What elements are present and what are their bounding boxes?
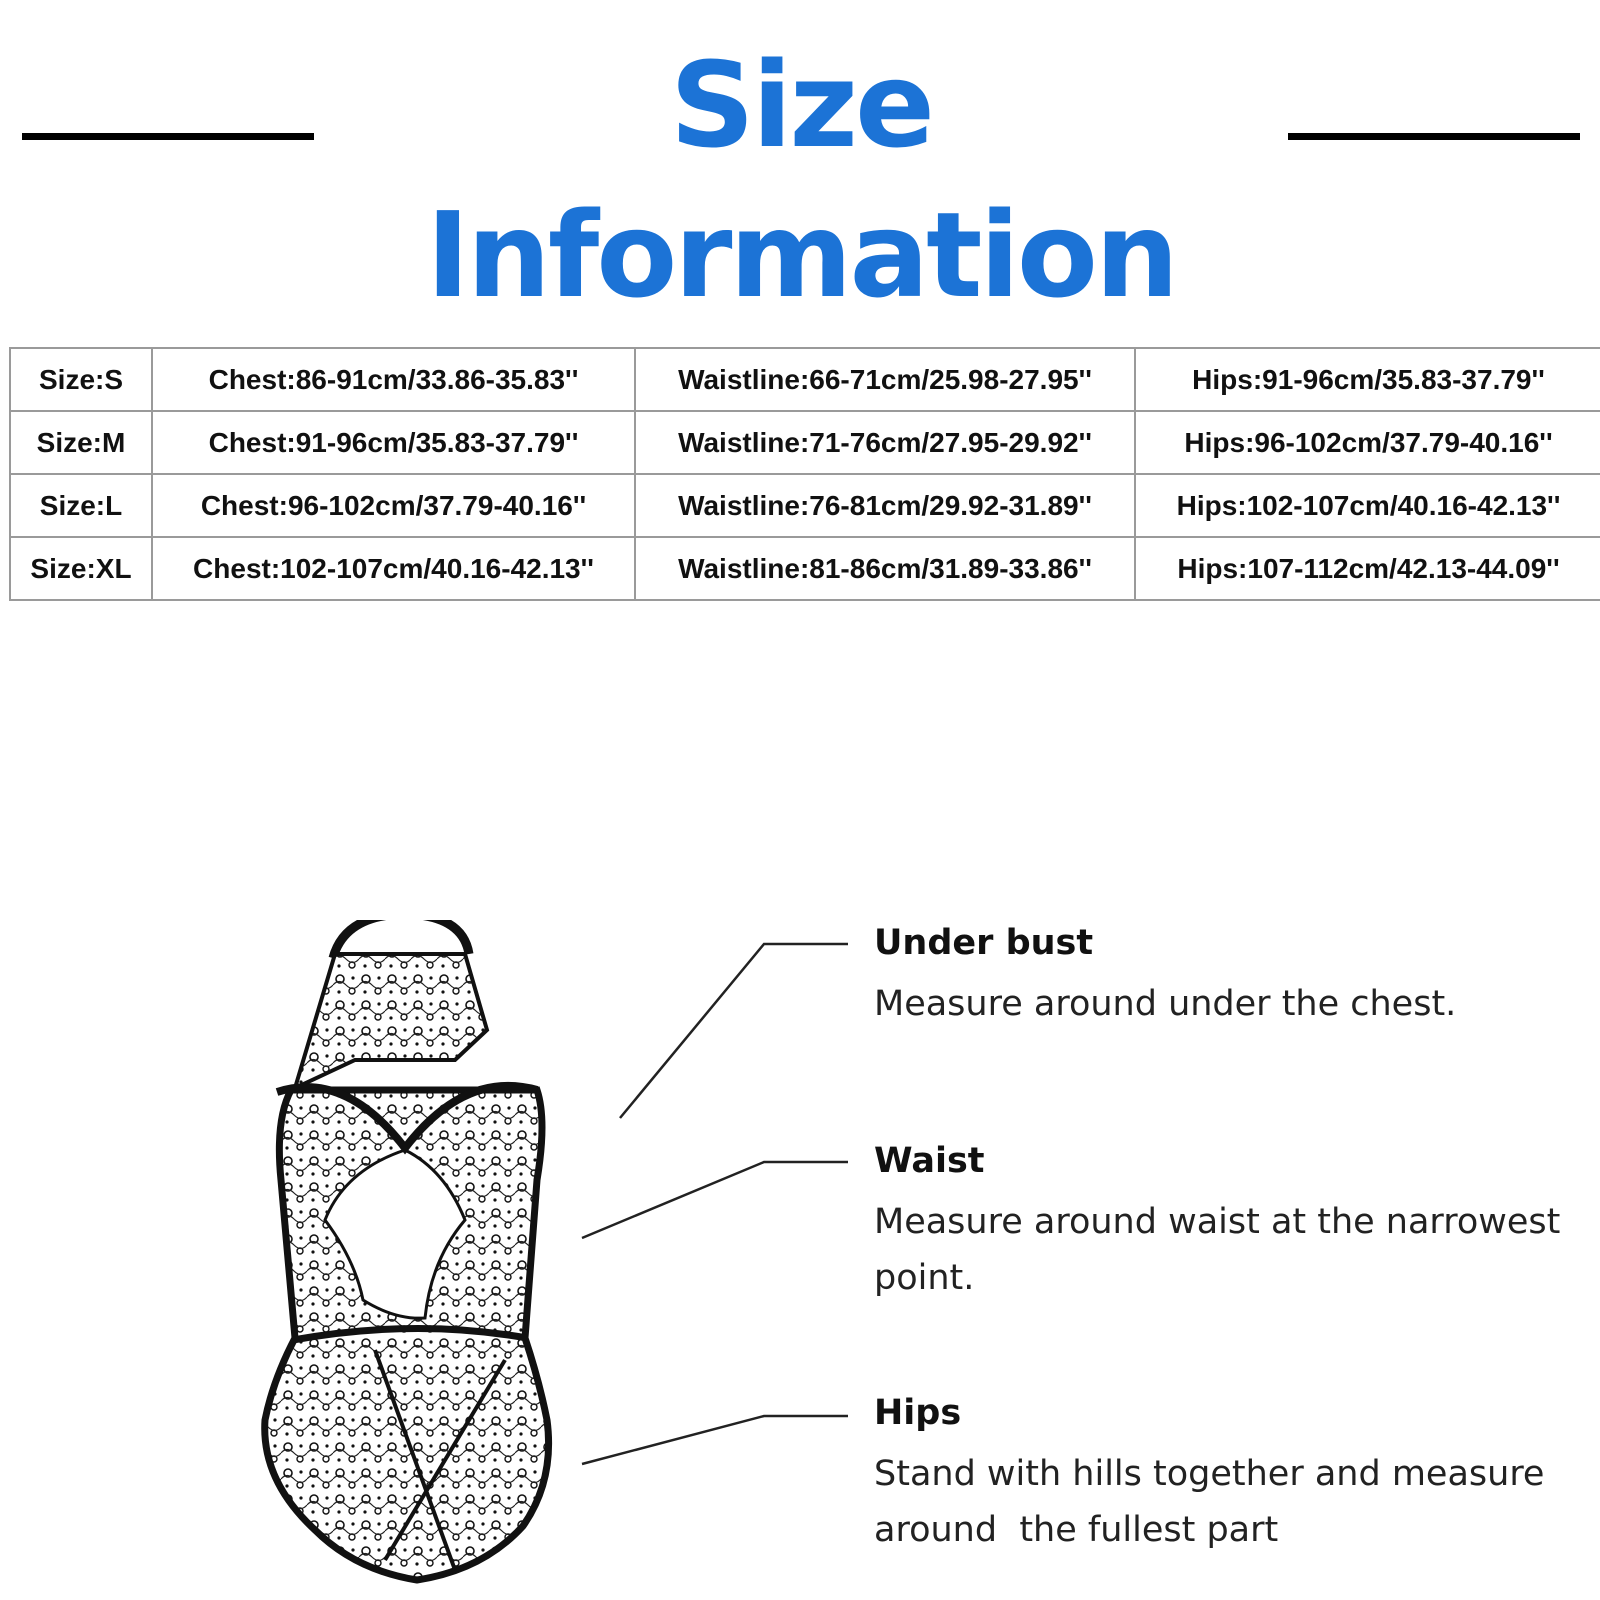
chest-cell: Chest:91-96cm/35.83-37.79'' bbox=[152, 411, 635, 474]
hips-cell: Hips:107-112cm/42.13-44.09'' bbox=[1135, 537, 1600, 600]
waist-cell: Waistline:66-71cm/25.98-27.95'' bbox=[635, 348, 1135, 411]
table-row bbox=[10, 411, 1600, 474]
under-bust-leader-line bbox=[620, 944, 848, 1118]
waist-cell: Waistline:81-86cm/31.89-33.86'' bbox=[635, 537, 1135, 600]
page-title: Size Information bbox=[425, 36, 1177, 324]
size-cell: Size:L bbox=[10, 474, 152, 537]
under-bust-description: Measure around under the chest. bbox=[874, 984, 1457, 1024]
hips-cell: Hips:96-102cm/37.79-40.16'' bbox=[1135, 411, 1600, 474]
waist-callout bbox=[874, 1138, 1574, 1306]
under-bust-callout bbox=[874, 920, 1574, 1032]
hips-leader-line bbox=[582, 1416, 848, 1464]
hips-callout bbox=[874, 1390, 1574, 1558]
waist-heading: Waist bbox=[874, 1141, 985, 1181]
chest-cell: Chest:102-107cm/40.16-42.13'' bbox=[152, 537, 635, 600]
hips-heading: Hips bbox=[874, 1393, 962, 1433]
chest-cell: Chest:96-102cm/37.79-40.16'' bbox=[152, 474, 635, 537]
title-rule-right bbox=[1288, 133, 1580, 140]
lace-bodysuit-illustration bbox=[255, 920, 585, 1600]
under-bust-heading: Under bust bbox=[874, 923, 1094, 963]
waist-description: Measure around waist at the narrowest point. bbox=[874, 1202, 1561, 1298]
hips-cell: Hips:102-107cm/40.16-42.13'' bbox=[1135, 474, 1600, 537]
title-rule-left bbox=[22, 133, 314, 140]
table-row bbox=[10, 348, 1600, 411]
size-cell: Size:S bbox=[10, 348, 152, 411]
title-row bbox=[0, 30, 1600, 324]
waist-cell: Waistline:76-81cm/29.92-31.89'' bbox=[635, 474, 1135, 537]
waist-cell: Waistline:71-76cm/27.95-29.92'' bbox=[635, 411, 1135, 474]
size-cell: Size:XL bbox=[10, 537, 152, 600]
waist-leader-line bbox=[582, 1162, 848, 1238]
chest-cell: Chest:86-91cm/33.86-35.83'' bbox=[152, 348, 635, 411]
size-table bbox=[9, 347, 1600, 601]
hips-description: Stand with hills together and measure around the fullest part bbox=[874, 1454, 1545, 1550]
table-row bbox=[10, 537, 1600, 600]
table-row bbox=[10, 474, 1600, 537]
size-cell: Size:M bbox=[10, 411, 152, 474]
hips-cell: Hips:91-96cm/35.83-37.79'' bbox=[1135, 348, 1600, 411]
